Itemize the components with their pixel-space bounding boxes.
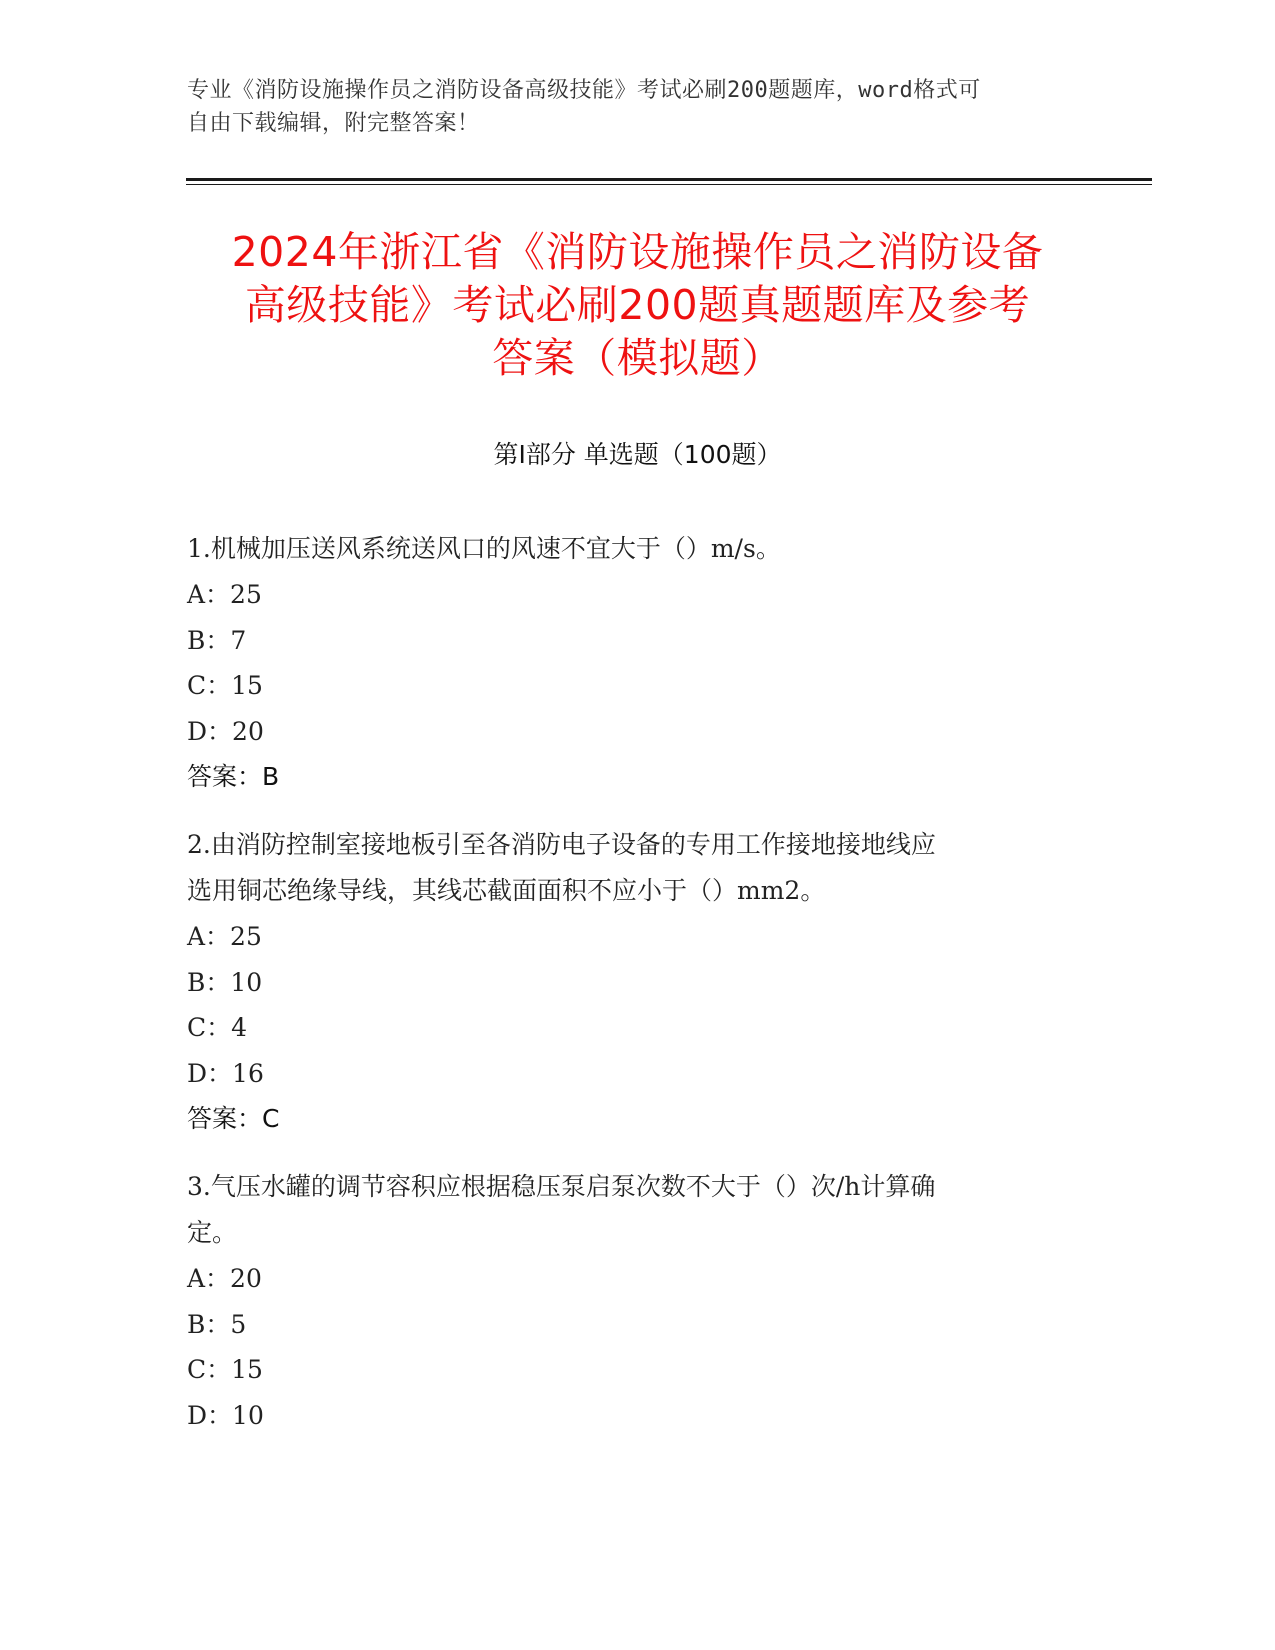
answer-line: 答案：C xyxy=(187,1104,280,1133)
title-line: 2024年浙江省《消防设施操作员之消防设备 xyxy=(231,228,1044,276)
option-a: A：25 xyxy=(187,580,262,609)
option-c: C：15 xyxy=(187,671,263,700)
question-stem-continued: 选用铜芯绝缘导线，其线芯截面面积不应小于（）mm2。 xyxy=(187,876,826,905)
option-b: B：7 xyxy=(187,625,247,655)
question-stem: 3.气压水罐的调节容积应根据稳压泵启泵次数不大于（）次/h计算确 xyxy=(187,1172,936,1201)
option-c: C：15 xyxy=(187,1355,263,1384)
header-divider-thin xyxy=(186,184,1152,185)
option-b: B：5 xyxy=(187,1309,247,1339)
option-d: D：10 xyxy=(187,1400,264,1430)
question-stem: 1.机械加压送风系统送风口的风速不宜大于（）m/s。 xyxy=(187,534,781,563)
header-note-line: 自由下载编辑，附完整答案！ xyxy=(187,111,480,136)
option-b: B：10 xyxy=(187,967,263,997)
option-d: D：16 xyxy=(187,1058,264,1088)
title-line: 答案（模拟题） xyxy=(492,334,783,382)
header-note xyxy=(187,74,1067,140)
option-c: C：4 xyxy=(187,1013,248,1042)
option-a: A：20 xyxy=(187,1264,262,1293)
question-stem-continued: 定。 xyxy=(187,1218,238,1247)
answer-line: 答案：B xyxy=(187,762,280,791)
question-item xyxy=(187,822,1077,1142)
section-heading: 第Ⅰ部分 单选题（100题） xyxy=(493,440,782,469)
question-list xyxy=(187,526,1077,1460)
question-item xyxy=(187,1164,1077,1438)
question-stem: 2.由消防控制室接地板引至各消防电子设备的专用工作接地接地线应 xyxy=(187,830,936,859)
question-item xyxy=(187,526,1077,800)
option-a: A：25 xyxy=(187,922,262,951)
header-divider-thick xyxy=(186,178,1152,181)
header-note-line: 专业《消防设施操作员之消防设备高级技能》考试必刷200题题库，word格式可 xyxy=(187,78,981,103)
title-line: 高级技能》考试必刷200题真题题库及参考 xyxy=(244,281,1031,329)
document-title xyxy=(150,226,1125,385)
option-d: D：20 xyxy=(187,716,264,746)
